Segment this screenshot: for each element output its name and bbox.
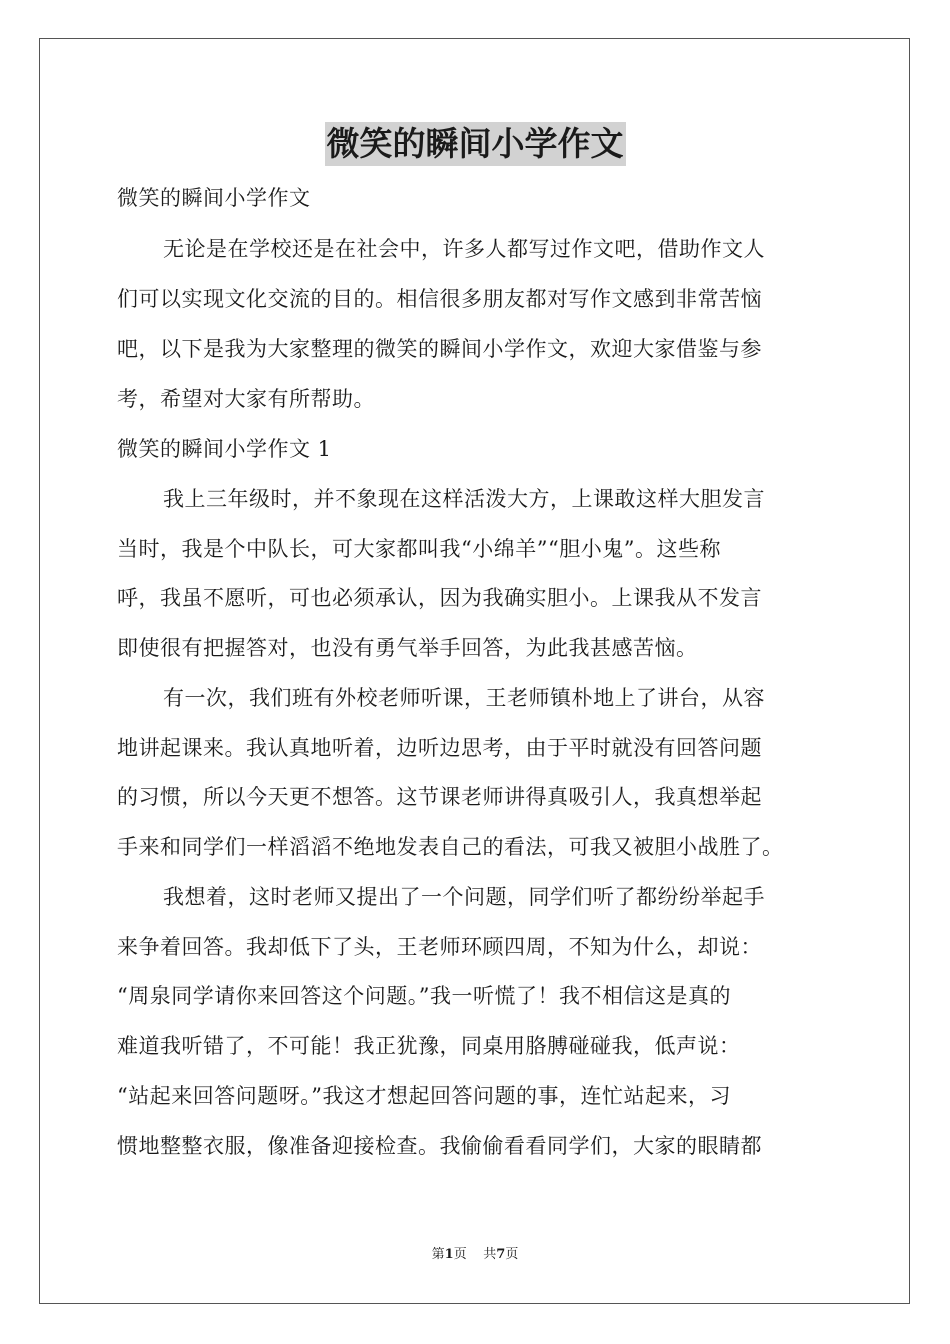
para3-line-5: “站起来回答问题呀。”我这才想起回答问题的事，连忙站起来，习 — [117, 1084, 731, 1108]
title-container — [0, 122, 950, 166]
intro-line-1: 无论是在学校还是在社会中，许多人都写过作文吧，借助作文人 — [163, 237, 765, 261]
intro-line-2: 们可以实现文化交流的目的。相信很多朋友都对写作文感到非常苦恼 — [117, 287, 762, 311]
para2-line-4: 手来和同学们一样滔滔不绝地发表自己的看法，可我又被胆小战胜了。 — [117, 835, 784, 859]
intro-line-4: 考，希望对大家有所帮助。 — [117, 387, 375, 411]
para3-line-1: 我想着，这时老师又提出了一个问题，同学们听了都纷纷举起手 — [163, 885, 765, 909]
para2-line-3: 的习惯，所以今天更不想答。这节课老师讲得真吸引人，我真想举起 — [117, 785, 762, 809]
para2-line-2: 地讲起课来。我认真地听着，边听边思考，由于平时就没有回答问题 — [117, 736, 762, 760]
para3-line-2: 来争着回答。我却低下了头，王老师环顾四周，不知为什么，却说： — [117, 935, 762, 959]
footer-total-prefix: 共 — [483, 1247, 497, 1262]
footer-total-pages: 7 — [496, 1247, 506, 1262]
document-title: 微笑的瞬间小学作文 — [325, 122, 626, 166]
document-subtitle: 微笑的瞬间小学作文 — [117, 186, 311, 210]
page-footer — [0, 1246, 950, 1264]
para3-line-4: 难道我听错了，不可能！我正犹豫，同桌用胳膊碰碰我，低声说： — [117, 1034, 741, 1058]
para1-line-1: 我上三年级时，并不象现在这样活泼大方，上课敢这样大胆发言 — [163, 487, 765, 511]
para2-line-1: 有一次，我们班有外校老师听课，王老师镇朴地上了讲台，从容 — [163, 686, 765, 710]
para1-line-4: 即使很有把握答对，也没有勇气举手回答，为此我甚感苦恼。 — [117, 636, 698, 660]
para3-line-6: 惯地整整衣服，像准备迎接检查。我偷偷看看同学们，大家的眼睛都 — [117, 1134, 762, 1158]
footer-page-prefix: 第 — [431, 1247, 445, 1262]
footer-total-suffix: 页 — [505, 1247, 519, 1262]
footer-page-suffix: 页 — [453, 1247, 467, 1262]
intro-line-3: 吧，以下是我为大家整理的微笑的瞬间小学作文，欢迎大家借鉴与参 — [117, 337, 762, 361]
para1-line-3: 呼，我虽不愿听，可也必须承认，因为我确实胆小。上课我从不发言 — [117, 586, 762, 610]
para3-line-3: “周泉同学请你来回答这个问题。”我一听慌了！我不相信这是真的 — [117, 984, 731, 1008]
section-heading: 微笑的瞬间小学作文 1 — [117, 437, 332, 461]
footer-page-number: 1 — [444, 1247, 454, 1262]
page-border — [39, 38, 910, 1304]
para1-line-2: 当时，我是个中队长，可大家都叫我“小绵羊”“胆小鬼”。这些称 — [117, 537, 721, 561]
